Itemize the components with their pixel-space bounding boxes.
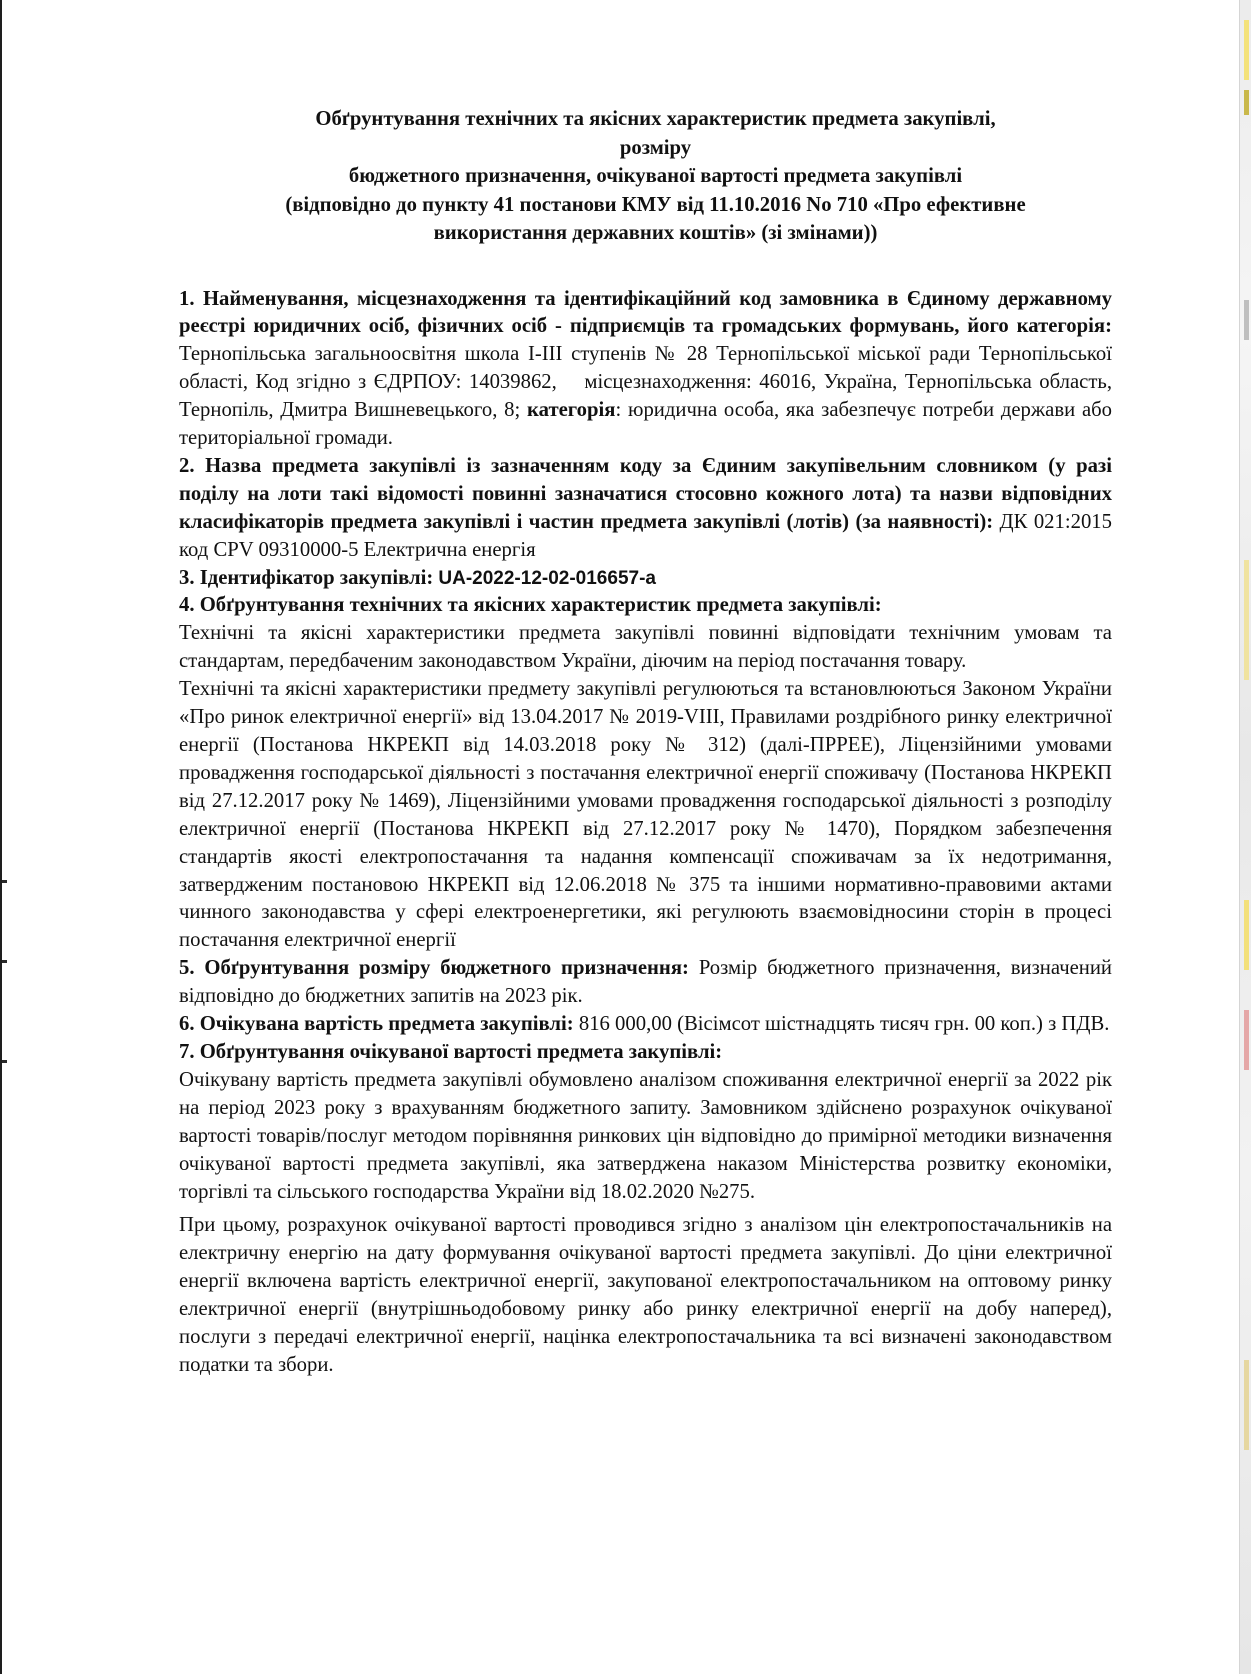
scan-mark bbox=[1244, 1360, 1249, 1450]
section-4-paragraph: Технічні та якісні характеристики предмету закупівлі регулюються та встановлюються Законом України «Про ринок електричної енергії» від 13.04.2017 № 2019-VIII, Правилами роздрібного ринку електричної енергії (Постанова НКРЕКП від 14.03.2018 року № 312) (далі-ПРРЕЕ), Ліцензійними умовами провадження господарської діяльності з постачання електричної енергії споживачу (Постанова НКРЕКП від 27.12.2017 року № 1469), Ліцензійними умовами провадження господарської діяльності з розподілу електричної енергії (Постанова НКРЕКП від 27.12.2017 року № 1470), Порядком забезпечення стандартів якості електропостачання та надання компенсації споживачам за їх недотримання, затвердженим постановою НКРЕКП від 12.06.2018 № 375 та іншими нормативно-правовими актами чинного законодавства у сфері електроенергетики, які регулюють взаємовідносини сторін в процесі постачання електричної енергії bbox=[179, 678, 1112, 952]
scan-mark bbox=[2, 1060, 7, 1063]
right-scan-edge bbox=[1239, 0, 1251, 1674]
section-1-category-text: : юридична особа, яка забезпечує потреби держави або територіальної громади. bbox=[179, 399, 1113, 450]
section-1-label: 1. Найменування, місцезнаходження та ідентифікаційний код замовника в Єдиному державному реєстрі юридичних осіб, фізичних осіб - підприємців та громадських формувань, його категорія: bbox=[179, 287, 1112, 338]
title-line: використання державних коштів» (зі змінами)) bbox=[433, 222, 878, 244]
scan-mark bbox=[1244, 1010, 1249, 1070]
scan-mark bbox=[1244, 900, 1249, 970]
document-page bbox=[179, 105, 1112, 1380]
section-5-text: Розмір бюджетного призначення, визначений відповідно до бюджетних запитів на 2023 рік. bbox=[179, 957, 1112, 1008]
scan-mark bbox=[1244, 20, 1249, 80]
scan-mark bbox=[2, 960, 7, 963]
section-2 bbox=[179, 453, 1112, 565]
left-scan-edge bbox=[0, 0, 2, 1674]
section-7-label: 7. Обґрунтування очікуваної вартості предмета закупівлі: bbox=[179, 1040, 723, 1063]
scan-mark bbox=[2, 880, 7, 883]
title-line: бюджетного призначення, очікуваної вартості предмета закупівлі bbox=[348, 165, 963, 187]
procurement-id: UA-2022-12-02-016657-a bbox=[438, 567, 656, 589]
section-4-paragraph: Технічні та якісні характеристики предмета закупівлі повинні відповідати технічним умовам та стандартам, передбаченим законодавством України, діючим на період постачання товару. bbox=[179, 622, 1112, 673]
section-3 bbox=[179, 565, 1112, 593]
document-title bbox=[179, 105, 1112, 248]
section-6-label: 6. Очікувана вартість предмета закупівлі: bbox=[179, 1013, 574, 1036]
title-line: (відповідно до пункту 41 постанови КМУ від 11.10.2016 No 710 «Про ефективне bbox=[285, 193, 1026, 216]
section-7-paragraph: При цьому, розрахунок очікуваної вартості проводився згідно з аналізом цін електропостачальників на електричну енергію на дату формування очікуваної вартості предмета закупівлі. До ціни електричної енергії включена вартість електричної енергії, закупованої електропостачальником на оптовому ринку електричної енергії (внутрішньодобовому ринку або ринку електричної енергії на добу наперед), послуги з передачі електричної енергії, націнка електропостачальника та всі визначені законодавством податки та збори. bbox=[179, 1214, 1112, 1376]
section-5-label: 5. Обґрунтування розміру бюджетного призначення: bbox=[179, 957, 689, 980]
section-1-address: місцезнаходження: 46016, Україна, Тернопільська область, Тернопіль, Дмитра Вишневецького, 8; bbox=[179, 371, 1112, 422]
section-3-label: 3. Ідентифікатор закупівлі: bbox=[179, 566, 434, 589]
section-2-text: ДК 021:2015 код CPV 09310000-5 Електрична енергія bbox=[179, 510, 1112, 561]
section-1-category-label: категорія bbox=[527, 399, 616, 422]
section-6-text: 816 000,00 (Вісімсот шістнадцять тисяч грн. 00 коп.) з ПДВ. bbox=[573, 1013, 1110, 1036]
section-4-label: 4. Обґрунтування технічних та якісних характеристик предмета закупівлі: bbox=[179, 594, 882, 617]
title-line: розміру bbox=[619, 136, 692, 159]
scan-mark bbox=[1244, 90, 1249, 115]
section-7 bbox=[179, 1039, 1112, 1067]
section-2-label: 2. Назва предмета закупівлі із зазначенням коду за Єдиним закупівельним словником (у разі поділу на лоти такі відомості повинні зазначатися стосовно кожного лота) та назви відповідних класифікаторів предмета закупівлі і частин предмета закупівлі (лотів) (за наявності): bbox=[179, 454, 1112, 533]
scan-mark bbox=[1244, 300, 1249, 340]
title-line: Обґрунтування технічних та якісних характеристик предмета закупівлі, bbox=[315, 108, 996, 130]
section-1 bbox=[179, 286, 1112, 453]
section-5 bbox=[179, 955, 1112, 1011]
section-7-paragraph: Очікувану вартість предмета закупівлі обумовлено аналізом споживання електричної енергії за 2022 рік на період 2023 року з врахуванням бюджетного запиту. Замовником здійснено розрахунок очікуваної вартості товарів/послуг методом порівняння ринкових цін відповідно до примірної методики визначення очікуваної вартості предмета закупівлі, яка затверджена наказом Міністерства розвитку економіки, торгівлі та сільського господарства України від 18.02.2020 №275. bbox=[179, 1068, 1112, 1203]
scan-mark bbox=[1244, 560, 1249, 680]
section-1-text: Тернопільська загальноосвітня школа І-ІІІ ступенів № 28 Тернопільської міської ради Тернопільської області, Код згідно з ЄДРПОУ: 14039862, bbox=[179, 343, 1112, 394]
section-4 bbox=[179, 592, 1112, 620]
section-6 bbox=[179, 1011, 1112, 1039]
